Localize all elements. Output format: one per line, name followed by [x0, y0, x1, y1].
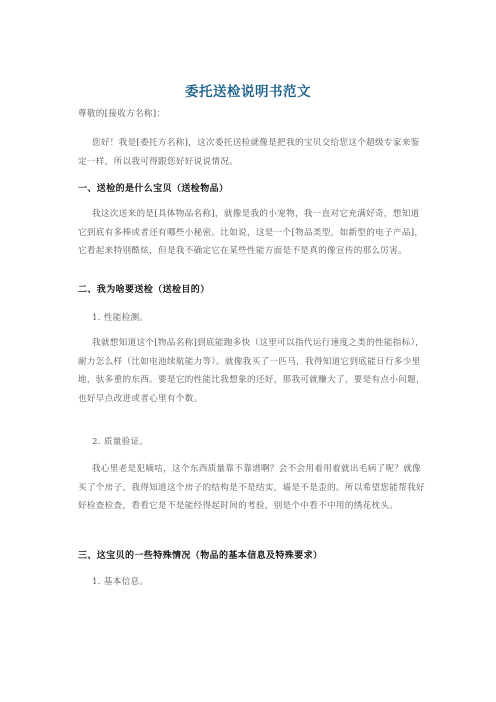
section-1-heading: 一、送检的是什么宝贝（送检物品）	[78, 184, 229, 194]
intro-paragraph: 您好！我是[委托方名称]，这次委托送检就像是把我的宝贝交给您这个超级专家来鉴定一样，所以我可得跟您好好说说情况。	[78, 138, 420, 167]
section-2-heading: 二、我为啥要送检（送检目的）	[78, 285, 210, 295]
section-1-paragraph: 我这次送来的是[具体物品名称]，就像是我的小宠物，我一直对它充满好奇，想知道它到底有多棒或者还有哪些小秘密。比如说，这是一个[物品类型，如新型的电子产品]，它看起来特别酷炫，但是我不确定它在某些性能方面是不是真的像宣传的那么厉害。	[78, 209, 424, 256]
section-2-item-2: 2. 质量验证。	[92, 437, 149, 447]
document-title: 委托送检说明书范文	[185, 84, 311, 100]
section-2-paragraph-2: 我心里老是犯嘀咕，这个东西质量靠不靠谱啊？会不会用着用着就出毛病了呢？就像买了个房子，我得知道这个房子的结构是不是结实，墙是不是歪的。所以希望您能帮我好好检查检查，看看它是不是能经得起时间的考验，别是个中看不中用的绣花枕头。	[78, 464, 425, 511]
section-2-paragraph-1: 我就想知道这个[物品名称]到底能跑多快（这里可以指代运行速度之类的性能指标），耐力怎么样（比如电池续航能力等）。就像我买了一匹马，我得知道它到底能日行多少里地，驮多重的东西。要是它的性能比我想象的还好，那我可就赚大了，要是有点小问题，也好早点改进或者心里有个数。	[78, 338, 425, 404]
section-3-heading: 三、这宝贝的一些特殊情况（物品的基本信息及特殊要求）	[78, 551, 323, 561]
section-3-item-1: 1. 基本信息。	[92, 577, 149, 587]
section-2-item-1: 1. 性能检测。	[92, 313, 149, 323]
greeting: 尊敬的[接收方名称]：	[78, 109, 166, 119]
